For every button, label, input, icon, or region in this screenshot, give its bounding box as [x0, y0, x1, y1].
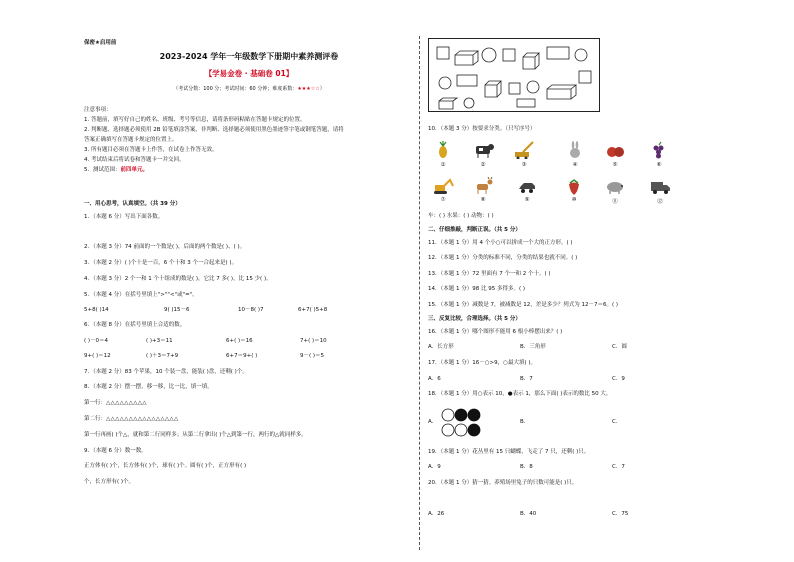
- item-number-5: ⑤: [612, 162, 618, 168]
- q5-item-1: 5+8( )14: [84, 307, 109, 313]
- question-11: 11．（本题 1 分）用 4 个小○可以拼成一个大的正方形。( ): [428, 240, 573, 246]
- q20-option-a: A．26: [428, 511, 445, 517]
- question-8-text: 第一行再画( )个△，就和第二行同样多；从第二行拿出( )个△到第一行，两行的△就同样多。: [84, 432, 307, 438]
- item-number-6: ⑥: [656, 162, 662, 168]
- exam-subtitle: 【学易金卷 · 基础卷 01】: [204, 69, 294, 78]
- row-1-shapes: [84, 400, 147, 407]
- note-item-1: 1. 答题前，填写好自己的姓名、班级、考号等信息，请将条形码粘贴在答题卡规定的位置。: [84, 117, 306, 123]
- question-12: 12．（本题 1 分）分类的标准不同，分类的结果也就不同。( ): [428, 255, 578, 261]
- difficulty-stars: ★★★☆☆: [297, 86, 320, 92]
- section-1-heading: 一、用心思考，认真填空。（共 39 分）: [84, 201, 181, 207]
- item-number-4: ④: [572, 162, 578, 168]
- pineapple-icon: [434, 141, 452, 157]
- question-10: 10．（本题 3 分）按要求分类。（只写序号）: [428, 126, 536, 132]
- q6-item-6: ( )＋3＝7+9: [146, 353, 179, 359]
- grape-icon: [650, 141, 668, 157]
- item-number-1: ①: [440, 162, 446, 168]
- question-13: 13．（本题 1 分）72 里面有 7 个一和 2 个十。( ): [428, 271, 551, 277]
- q6-item-7: 6+7＝9+( ): [226, 353, 258, 359]
- question-8: 8．（本题 2 分）摆一摆，移一移，比一比，填一填。: [84, 384, 213, 390]
- q18-option-a: A．: [428, 419, 438, 425]
- q19-option-a: A．9: [428, 464, 441, 470]
- excavator-icon: [432, 177, 450, 193]
- scope-label: 5．测试范围：: [84, 167, 121, 173]
- question-19: 19．（本题 1 分）花丛里有 15 只蝴蝶，飞走了 7 只，还剩( )只。: [428, 449, 590, 455]
- row-2-triangles: △△△△△△△△△△△△△△△△: [106, 416, 179, 422]
- section-2-heading: 二、仔细推敲，判断正误。（共 5 分）: [428, 227, 521, 233]
- scope-value: 前四单元。: [120, 167, 149, 173]
- note-item-3: 3. 所有题目必须在答题卡上作答，在试卷上作答无效。: [84, 147, 218, 153]
- q20-option-b: B．40: [520, 511, 537, 517]
- item-number-11: ⑪: [612, 199, 618, 205]
- q17-option-a: A．6: [428, 376, 441, 382]
- q16-option-b: B．三角形: [520, 344, 546, 350]
- q19-option-c: C．7: [612, 464, 625, 470]
- meta-prefix: （考试分数：100 分；考试时间：60 分钟；难度系数：: [173, 86, 298, 92]
- note-item-2: 2. 判断题、选择题必须使用 2B 铅笔填涂答案，非判断、选择题必须使用黑色墨迹签字笔或钢笔答题，请将: [84, 127, 344, 133]
- question-6: 6．（本题 8 分）在括号里填上合适的数。: [84, 322, 186, 328]
- row-1-triangles: △△△△△△△△△: [106, 400, 147, 406]
- q6-item-5: 9+( )＝12: [84, 353, 111, 359]
- cow-icon: [474, 141, 492, 157]
- q6-item-3: 6+( )＝16: [226, 338, 253, 344]
- q20-option-c: C．75: [612, 511, 629, 517]
- section-3-heading: 三、反复比较，合理选择。（共 5 分）: [428, 316, 521, 322]
- crane-icon: [513, 141, 531, 157]
- item-number-12: ⑫: [657, 199, 663, 205]
- q18-option-c: C．: [612, 419, 622, 425]
- q17-option-c: C．9: [612, 376, 625, 382]
- item-number-10: ⑩: [571, 197, 577, 203]
- question-5: 5．（本题 4 分）在括号里填上">""<"或"="。: [84, 292, 198, 298]
- car-icon: [517, 179, 535, 195]
- row-1-label: 第一行：: [84, 400, 107, 406]
- note-item-5: [84, 167, 148, 174]
- question-2: 2．（本题 3 分）74 前面的一个数是( )，后面的两个数是( )、( )。: [84, 244, 246, 250]
- rabbit-icon: [566, 141, 584, 157]
- question-1: 1．（本题 6 分）写出下面各数。: [84, 214, 164, 220]
- question-10-answer: 车：( ) 水果：( ) 动物：( ): [428, 213, 494, 219]
- q18-circles-figure: [441, 407, 489, 439]
- exam-meta: [84, 86, 414, 93]
- question-9-line-2: 个，长方形有( )个。: [84, 479, 135, 485]
- q6-item-1: ( )－0＝4: [84, 338, 109, 344]
- q19-option-b: B．8: [520, 464, 533, 470]
- question-3: 3．（本题 2 分）( )个十是一百，6 个十和 3 个一合起来是( )。: [84, 260, 238, 266]
- truck-icon: [649, 178, 667, 194]
- q6-item-8: 9－( )＝5: [300, 353, 325, 359]
- question-17: 17．（本题 1 分）16－○>9，○最大填( )。: [428, 360, 536, 366]
- deer-icon: [474, 177, 492, 193]
- item-number-7: ⑦: [440, 197, 446, 203]
- q16-option-a: A．长方形: [428, 344, 454, 350]
- notes-heading: 注意事项：: [84, 107, 112, 113]
- q18-option-b: B．: [520, 419, 530, 425]
- question-16: 16．（本题 1 分）哪个图形不能用 6 根小棒摆出来？( ): [428, 329, 563, 335]
- question-9: 9．（本题 6 分）数一数。: [84, 448, 147, 454]
- q16-option-c: C．圆: [612, 344, 627, 350]
- question-14: 14．（本题 1 分）98 比 95 多得多。( ): [428, 286, 526, 292]
- q6-item-2: ( )+3＝11: [146, 338, 173, 344]
- row-2-label: 第二行：: [84, 416, 107, 422]
- note-item-4: 4. 考试结束后将试卷和答题卡一并交回。: [84, 157, 185, 163]
- item-number-3: ③: [521, 162, 527, 168]
- row-2-shapes: [84, 416, 179, 423]
- strawberry-icon: [565, 178, 583, 194]
- pig-icon: [605, 178, 623, 194]
- question-9-line-1: 正方体有( )个，长方体有( )个，球有( )个。圆有( )个，正方形有( ): [84, 463, 247, 469]
- note-item-2-cont: 答案正确填写在答题卡规定的位置上。: [84, 137, 178, 143]
- shapes-figure: [428, 38, 600, 112]
- question-18: 18．（本题 1 分）用○表示 10，●表示 1，那么下面( )表示的数比 50 大。: [428, 391, 612, 397]
- item-number-8: ⑧: [480, 197, 486, 203]
- q17-option-b: B．7: [520, 376, 533, 382]
- item-number-2: ②: [480, 162, 486, 168]
- item-number-9: ⑨: [524, 197, 530, 203]
- apple-icon: [605, 143, 623, 159]
- meta-suffix: ）: [319, 86, 325, 92]
- question-20: 20．（本题 1 分）猜一猜。养殖场里兔子的只数可能是( )只。: [428, 480, 578, 486]
- secret-label: 保密★启用前: [84, 40, 117, 46]
- q6-item-4: 7+( )＝10: [300, 338, 327, 344]
- column-divider: [419, 36, 420, 550]
- solid-shapes-drawing: [429, 39, 599, 111]
- exam-title: 2023-2024 学年一年级数学下册期中素养测评卷: [159, 52, 339, 61]
- question-7: 7．（本题 2 分）83 个苹果，10 个装一盘，能装( )盘，还剩( )个。: [84, 369, 248, 375]
- question-4: 4．（本题 3 分）2 个一和 1 个十组成的数是( )，它比 7 多( )，比 15 少( )。: [84, 276, 272, 282]
- q5-item-2: 9( )15－6: [164, 307, 190, 313]
- question-15: 15．（本题 1 分）减数是 7，被减数是 12，差是多少？列式为 12－7＝6。( ): [428, 302, 619, 308]
- q5-item-3: 10－8( )7: [238, 307, 264, 313]
- q5-item-4: 6+7( )5+8: [298, 307, 328, 313]
